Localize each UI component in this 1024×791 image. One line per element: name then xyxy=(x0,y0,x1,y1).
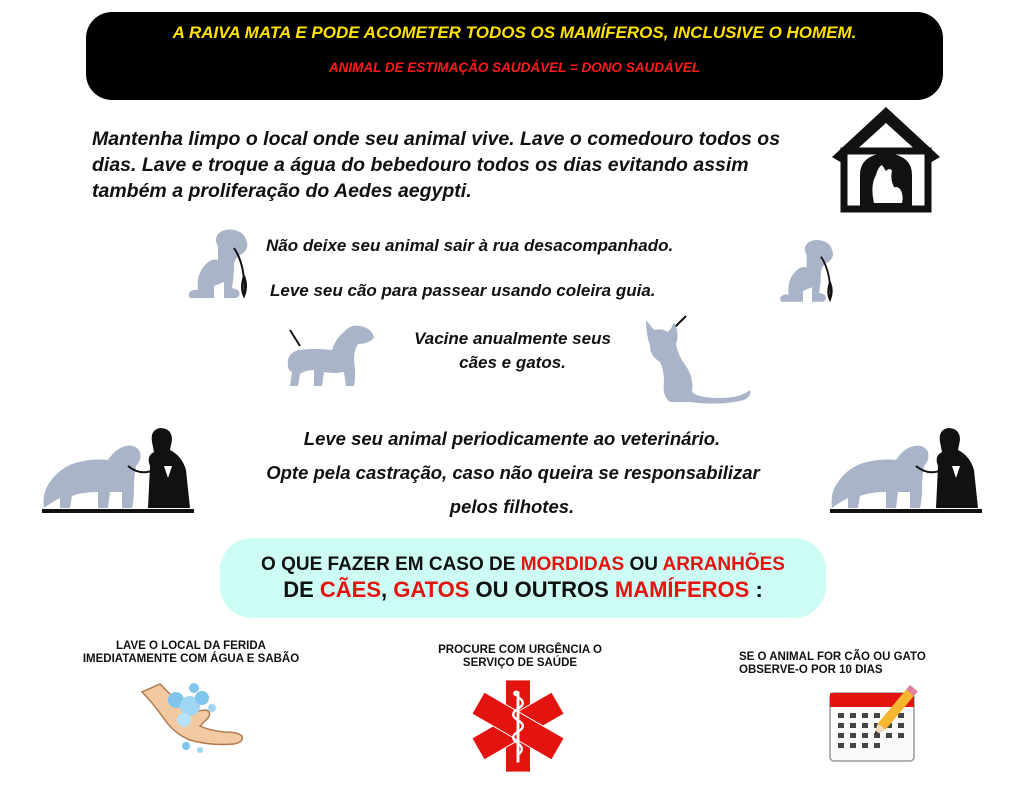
walk-text-line1: Não deixe seu animal sair à rua desacompanhado. xyxy=(266,236,674,255)
bites-highlight: CÃES xyxy=(319,577,381,602)
header-subtitle: ANIMAL DE ESTIMAÇÃO SAUDÁVEL = DONO SAUDÁVEL xyxy=(328,60,701,75)
vet-examining-dog-icon xyxy=(42,426,194,514)
step-health-caption: PROCURE COM URGÊNCIA O SERVIÇO DE SAÚDE xyxy=(438,644,602,669)
walk-text-line2: Leve seu cão para passear usando coleira guia. xyxy=(270,281,656,300)
vaccine-text-line1: Vacine anualmente seus xyxy=(414,329,611,348)
dog-vaccine-icon xyxy=(284,318,376,390)
vaccine-text-line2: cães e gatos. xyxy=(459,353,566,372)
vet-text-line1: Leve seu animal periodicamente ao veterinário. xyxy=(303,428,721,449)
bites-highlight: GATOS xyxy=(393,577,470,602)
dog-house-icon xyxy=(830,105,942,211)
vet-text-line2: Opte pela castração, caso não queira se responsabilizar xyxy=(266,462,760,483)
bites-highlight: MAMÍFEROS xyxy=(614,577,750,602)
bites-text: OU xyxy=(624,554,663,575)
bites-text: DE xyxy=(283,577,320,602)
bites-text: O QUE FAZER EM CASO DE xyxy=(261,554,521,575)
bites-text: , xyxy=(381,577,394,602)
hygiene-text: Mantenha limpo o local onde seu animal vive. Lave o comedouro todos os dias. Lave e troque a água do bebedouro todos os dias evitando assim também a proliferação do Aedes aegypti. xyxy=(92,128,781,202)
dog-leash-icon xyxy=(776,234,848,310)
step-observe-caption: SE O ANIMAL FOR CÃO OU GATO OBSERVE-O POR 10 DIAS xyxy=(739,651,926,676)
cat-vaccine-icon xyxy=(640,316,754,404)
calendar-pencil-icon xyxy=(826,683,936,763)
vet-examining-dog-icon xyxy=(830,426,982,514)
star-of-life-icon xyxy=(470,676,566,776)
bites-highlight: MORDIDAS xyxy=(520,554,625,575)
bites-text: OU OUTROS xyxy=(469,577,615,602)
header-title: A RAIVA MATA E PODE ACOMETER TODOS OS MAMÍFEROS, INCLUSIVE O HOMEM. xyxy=(172,23,857,42)
bites-text: : xyxy=(749,577,763,602)
step-wash-caption: LAVE O LOCAL DA FERIDA IMEDIATAMENTE COM ÁGUA E SABÃO xyxy=(82,640,300,665)
bites-heading xyxy=(220,552,826,602)
bites-highlight: ARRANHÕES xyxy=(662,554,785,575)
dog-leash-icon xyxy=(184,226,264,304)
hand-washing-icon xyxy=(138,672,246,754)
vet-text-line3: pelos filhotes. xyxy=(449,496,575,517)
